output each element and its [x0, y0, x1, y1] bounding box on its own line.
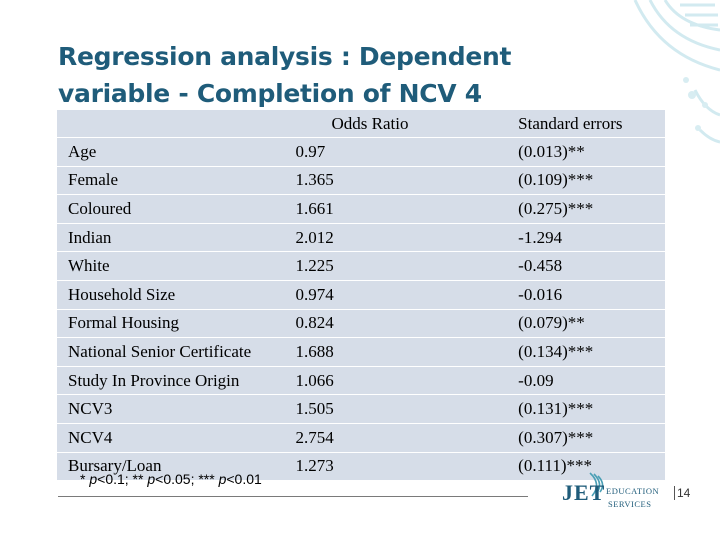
row-standard-error: -1.294	[506, 224, 665, 253]
row-standard-error: -0.458	[506, 252, 665, 281]
row-odds-ratio: 1.365	[284, 167, 507, 196]
header-variable	[57, 110, 284, 138]
row-standard-error: (0.131)***	[506, 395, 665, 424]
header-odds-ratio: Odds Ratio	[284, 110, 507, 138]
footer-divider	[58, 496, 528, 497]
table-row	[57, 338, 665, 367]
page-number: 14	[677, 486, 691, 500]
row-odds-ratio: 0.824	[284, 310, 507, 339]
row-standard-error: (0.079)**	[506, 310, 665, 339]
row-label: Age	[57, 138, 284, 167]
row-label: NCV3	[57, 395, 284, 424]
row-odds-ratio: 1.273	[284, 453, 507, 482]
table-row	[57, 195, 665, 224]
header-standard-errors: Standard errors	[506, 110, 665, 138]
table-row	[57, 310, 665, 339]
row-odds-ratio: 1.225	[284, 252, 507, 281]
row-standard-error: (0.013)**	[506, 138, 665, 167]
table-row	[57, 252, 665, 281]
row-standard-error: -0.09	[506, 367, 665, 396]
row-odds-ratio: 1.688	[284, 338, 507, 367]
row-label: Formal Housing	[57, 310, 284, 339]
table-row	[57, 367, 665, 396]
row-odds-ratio: 1.505	[284, 395, 507, 424]
table-row	[57, 224, 665, 253]
row-label: Bursary/Loan	[57, 453, 284, 482]
table-row	[57, 167, 665, 196]
row-standard-error: -0.016	[506, 281, 665, 310]
row-label: NCV4	[57, 424, 284, 453]
jet-logo	[548, 470, 668, 512]
regression-table	[57, 110, 665, 481]
row-label: Indian	[57, 224, 284, 253]
table-row	[57, 281, 665, 310]
logo-education-text: EDUCATION	[606, 486, 660, 496]
row-standard-error: (0.111)***	[506, 453, 665, 482]
page-number-divider	[674, 486, 675, 500]
row-standard-error: (0.275)***	[506, 195, 665, 224]
table-header-row	[57, 110, 665, 138]
logo-jet-text: JET	[562, 480, 606, 505]
row-standard-error: (0.134)***	[506, 338, 665, 367]
row-odds-ratio: 2.012	[284, 224, 507, 253]
table-row	[57, 424, 665, 453]
row-label: Female	[57, 167, 284, 196]
row-odds-ratio: 1.661	[284, 195, 507, 224]
table-row	[57, 138, 665, 167]
logo-services-text: SERVICES	[608, 499, 652, 509]
row-odds-ratio: 2.754	[284, 424, 507, 453]
table-row	[57, 395, 665, 424]
row-label: Household Size	[57, 281, 284, 310]
row-label: Coloured	[57, 195, 284, 224]
row-label: National Senior Certificate	[57, 338, 284, 367]
row-standard-error: (0.307)***	[506, 424, 665, 453]
row-label: White	[57, 252, 284, 281]
row-odds-ratio: 1.066	[284, 367, 507, 396]
row-odds-ratio: 0.97	[284, 138, 507, 167]
significance-footnote: * p<0.1; ** p<0.05; *** p<0.01	[80, 471, 262, 487]
row-label: Study In Province Origin	[57, 367, 284, 396]
page-title: Regression analysis : Dependent variable - Completion of NCV 4	[58, 42, 512, 108]
row-odds-ratio: 0.974	[284, 281, 507, 310]
row-standard-error: (0.109)***	[506, 167, 665, 196]
